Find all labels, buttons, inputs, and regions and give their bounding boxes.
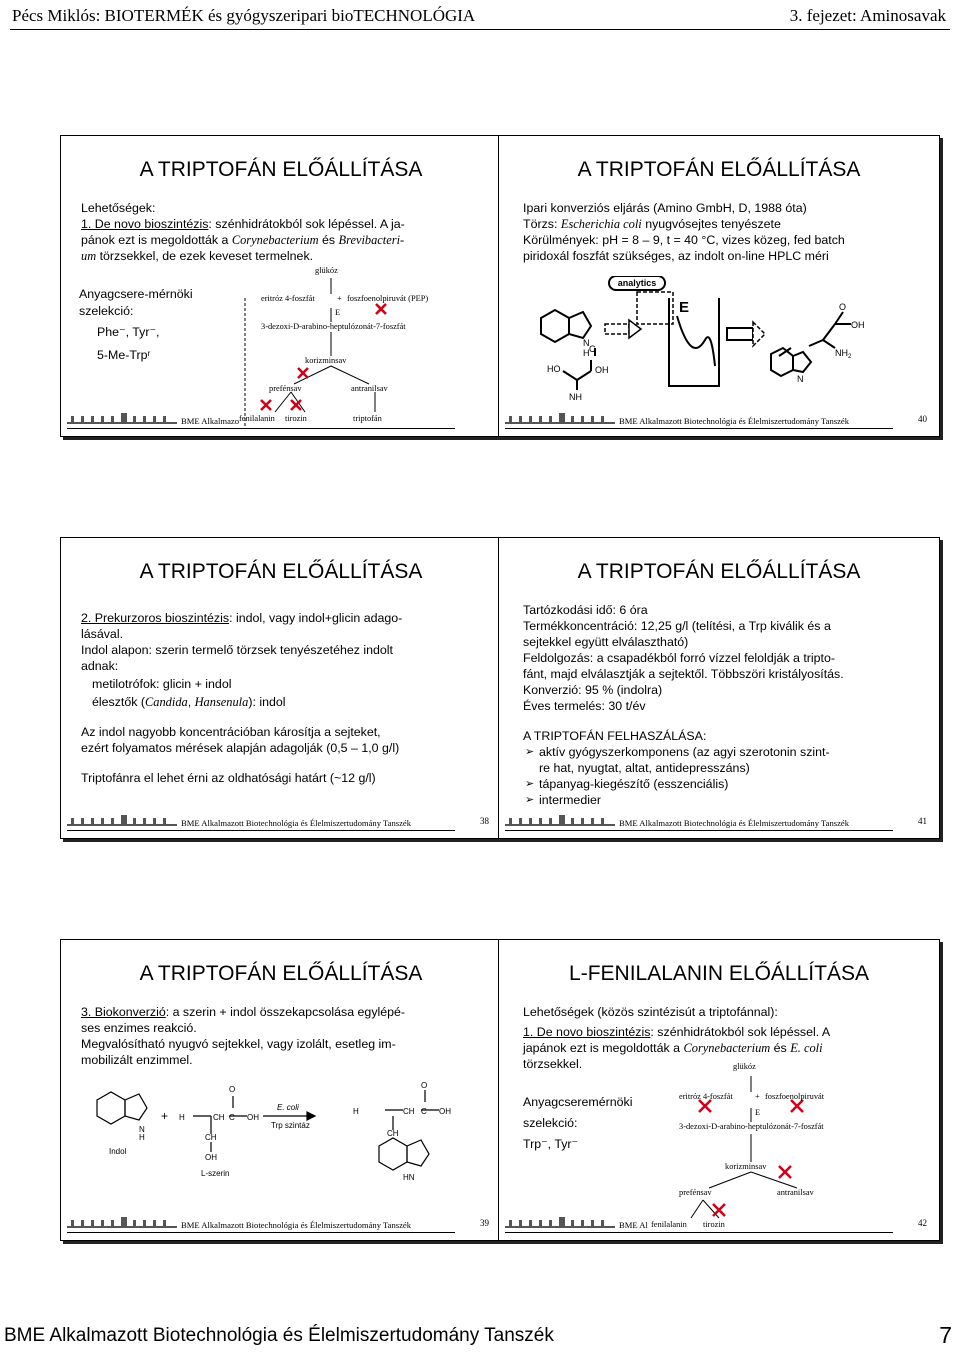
pathway-node: eritróz 4-foszfát <box>261 294 315 303</box>
slide-number: 42 <box>918 1218 927 1228</box>
selection-label <box>523 1094 633 1153</box>
text-span: élesztők ( <box>92 695 146 709</box>
pathway-node: fenilalanin <box>651 1220 687 1229</box>
section-heading: A TRIPTOFÁN FELHASZÁLÁSA: <box>523 729 707 743</box>
page-footer-text: BME Alkalmazott Biotechnológia és Élelmiszertudomány Tanszék <box>4 1325 554 1346</box>
text-line: Triptofánra el lehet érni az oldhatósági határt (~12 g/l) <box>81 771 376 785</box>
atom-label: C <box>229 1113 235 1122</box>
footer-rule <box>67 1232 455 1233</box>
pathway-diagram <box>651 1062 939 1238</box>
text-line: ezért folyamatos mérések alapján adagolják (0,5 – 1,0 g/l) <box>81 741 400 755</box>
text-line: Ipari konverziós eljárás (Amino GmbH, D, 1988 óta) <box>523 201 807 215</box>
atom-label: N <box>139 1125 145 1134</box>
enzyme-name: Trp szintáz <box>271 1121 310 1130</box>
pathway-node: antranilsav <box>777 1188 814 1197</box>
atom-label: CH <box>403 1107 415 1116</box>
pathway-node: korizminsav <box>305 356 347 365</box>
molecule-name: L-szerin <box>201 1169 230 1178</box>
slide-phenylalanine <box>498 939 940 1241</box>
text-line: Az indol nagyobb koncentrációban károsítja a sejteket, <box>81 725 381 739</box>
footer-rule <box>505 1232 893 1233</box>
pathway-arrows <box>659 1062 939 1238</box>
text-line: szelekció: <box>523 1116 578 1130</box>
text-line: szelekció: <box>79 304 134 318</box>
slide-title: A TRIPTOFÁN ELŐÁLLÍTÁSA <box>139 560 423 583</box>
atom-label: OH <box>851 320 865 330</box>
pathway-node: prefénsav <box>679 1188 712 1197</box>
slide-tryptophan-3 <box>60 537 502 839</box>
atom-label: OH <box>595 365 609 375</box>
text-span: re hat, nyugtat, altat, antidepresszáns) <box>539 761 750 775</box>
slide-title: A TRIPTOFÁN ELŐÁLLÍTÁSA <box>139 158 423 181</box>
text-line <box>81 232 485 248</box>
atom-label: CH <box>213 1113 225 1122</box>
list-item <box>523 744 923 776</box>
selection-label <box>79 286 193 364</box>
university-logo-icon <box>505 1216 615 1232</box>
atom-label: H <box>353 1107 359 1116</box>
underlined-term: 2. Prekurzoros bioszintézis <box>81 611 230 625</box>
pathway-node: 3-dezoxi-D-arabino-heptulózonát-7-foszfát <box>679 1122 824 1131</box>
slide-number: 39 <box>480 1218 489 1228</box>
slide-footer <box>61 410 501 436</box>
slide-body <box>81 610 485 786</box>
slide-body <box>81 1004 485 1068</box>
text-line <box>523 1040 923 1056</box>
text-line: Indol alapon: szerin termelő törzsek tenyészetéhez indolt <box>81 643 394 657</box>
text-line: Lehetőségek (közös szintézisút a triptofánnal): <box>523 1005 778 1019</box>
footer-text: BME Alkalmazott Biotechnológia és Élelmiszertudomány Tanszék <box>619 416 850 426</box>
slide-title: A TRIPTOFÁN ELŐÁLLÍTÁSA <box>577 158 861 181</box>
atom-label: OH <box>247 1113 259 1122</box>
atom-label: C <box>589 344 596 354</box>
text-span: nyugvósejtes tenyészete <box>641 217 781 231</box>
text-line: Lehetőségek: <box>81 201 156 215</box>
slide-body <box>523 602 923 808</box>
atom-label: H <box>139 1133 145 1142</box>
text-span: Törzs: <box>523 217 561 231</box>
slide-footer <box>499 410 939 436</box>
pathway-node: fenilalanin <box>239 414 275 423</box>
text-span: : a szerin + indol összekapcsolása egylépé- <box>165 1005 406 1019</box>
plus-sign: + <box>161 1109 169 1123</box>
organism-label: E. coli <box>277 1103 299 1112</box>
slide-body <box>81 200 485 264</box>
text-line: Termékkoncentráció: 12,25 g/l (telítési, a Trp kiválik és a <box>523 619 831 633</box>
pathway-node: eritróz 4-foszfát <box>679 1092 733 1101</box>
underlined-term: 1. De novo bioszintézis <box>523 1025 651 1039</box>
page-header-right: 3. fejezet: Aminosavak <box>789 6 946 25</box>
spacer <box>523 714 923 728</box>
pathway-node: prefénsav <box>269 384 302 393</box>
text-span: , <box>187 695 195 709</box>
atom-label: O <box>229 1085 236 1094</box>
text-line: Trp⁻, Tyr⁻ <box>523 1137 579 1151</box>
text-span: aktív gyógyszerkomponens (az agyi szerotonin szint- <box>539 745 830 759</box>
enzyme-label: E <box>755 1108 761 1117</box>
list-item: ➢ intermedier <box>523 792 923 808</box>
list-item: ➢ tápanyag-kiegészítő (esszenciális) <box>523 776 923 792</box>
usage-list <box>523 744 923 808</box>
underlined-term: 1. De novo bioszintézis <box>81 217 209 231</box>
species-name: Escherichia coli <box>560 217 642 231</box>
reaction-scheme <box>81 1080 481 1190</box>
pathway-node: triptofán <box>353 414 382 423</box>
atom-label: $NH_2$ <box>835 348 852 360</box>
header-rule <box>10 29 950 30</box>
university-logo-icon <box>67 814 177 830</box>
pathway-node: glükóz <box>315 266 338 275</box>
text-line: piridoxál foszfát szükséges, az indolt on-line HPLC méri <box>523 249 829 263</box>
slide-number: 41 <box>918 816 927 826</box>
atom-label: O <box>839 302 847 312</box>
page-number: 7 <box>939 1322 952 1348</box>
bioconversion-scheme <box>529 276 929 406</box>
text-line: Phe⁻, Tyr⁻, <box>97 325 160 339</box>
slide-number: 40 <box>918 414 927 424</box>
pathway-node: antranilsav <box>351 384 388 393</box>
university-logo-icon <box>67 412 177 428</box>
pathway-node: foszfoenolpiruvát (PEP) <box>347 294 429 303</box>
footer-rule <box>67 428 455 429</box>
footer-rule <box>505 428 893 429</box>
text-line: törzsekkel. <box>523 1057 583 1071</box>
pathway-node: korizminsav <box>725 1162 767 1171</box>
slide-footer <box>499 812 939 838</box>
atom-label: OH <box>205 1153 217 1162</box>
slide-footer <box>61 812 501 838</box>
footer-text: BME Alkalmazott Biotechnológia és Élelmiszertudomány Tanszék <box>181 1220 412 1230</box>
atom-label: H <box>179 1113 185 1122</box>
text-line <box>523 216 923 232</box>
spacer <box>81 710 485 724</box>
slide-body <box>523 200 923 264</box>
text-line: lásával. <box>81 627 124 641</box>
pathway-node: + <box>755 1092 760 1101</box>
footer-rule <box>67 830 455 831</box>
atom-label: OH <box>439 1107 451 1116</box>
species-name: Corynebacterium <box>231 233 319 247</box>
university-logo-icon <box>505 412 615 428</box>
footer-text: BME Alkalmazott Biotechnológia és Élelmiszertudomány Tanszék <box>619 818 850 828</box>
text-span: ): indol <box>248 695 286 709</box>
text-line: metilotrófok: glicin + indol <box>92 677 232 691</box>
molecule-name: Indol <box>109 1147 127 1156</box>
text-line <box>81 1004 485 1020</box>
text-span: törzsekkel, de ezek keveset termelnek. <box>96 249 314 263</box>
slide-tryptophan-5 <box>60 939 502 1241</box>
atom-label: NH <box>569 392 582 402</box>
text-span: és <box>770 1041 791 1055</box>
pathway-node: + <box>337 294 342 303</box>
text-line: sejtekkel együtt elválasztható) <box>523 635 689 649</box>
atom-label: N <box>797 374 804 384</box>
pathway-node: tirozin <box>285 414 307 423</box>
pathway-node: glükóz <box>733 1062 756 1071</box>
text-line: Éves termelés: 30 t/év <box>523 699 646 713</box>
species-name: E. coli <box>790 1041 823 1055</box>
species-name: um <box>81 249 97 263</box>
atom-label: O <box>421 1081 428 1090</box>
text-span: és <box>318 233 339 247</box>
slide-title: A TRIPTOFÁN ELŐÁLLÍTÁSA <box>577 560 861 583</box>
slide-footer <box>61 1214 501 1240</box>
text-line: Körülmények: pH = 8 – 9, t = 40 °C, vizes közeg, fed batch <box>523 233 845 247</box>
text-line: Konverzió: 95 % (indolra) <box>523 683 663 697</box>
text-line: mobilizált enzimmel. <box>81 1053 193 1067</box>
atom-label: CH <box>205 1133 217 1142</box>
species-name: Candida <box>145 695 188 709</box>
university-logo-icon <box>67 1216 177 1232</box>
text-line <box>523 1024 923 1040</box>
text-line: Megvalósítható nyugvó sejtekkel, vagy izolált, esetleg im- <box>81 1037 396 1051</box>
text-line: Tartózkodási idő: 6 óra <box>523 603 648 617</box>
slide-title: A TRIPTOFÁN ELŐÁLLÍTÁSA <box>139 962 423 985</box>
text-line: 5-Me-Trpʳ <box>97 348 151 362</box>
species-name: Corynebacterium <box>683 1041 771 1055</box>
enzyme-label: E <box>335 308 341 317</box>
text-span: : szénhidrátokból sok lépéssel. A ja- <box>208 217 405 231</box>
university-logo-icon <box>505 814 615 830</box>
pathway-node: tirozin <box>703 1220 725 1229</box>
text-line <box>81 216 485 232</box>
enzyme-label: E <box>679 299 690 316</box>
text-line: Anyagcsere-mérnöki <box>79 287 193 301</box>
atom-label: H <box>583 348 590 358</box>
slide-footer <box>499 1214 939 1240</box>
analytics-label: analytics <box>617 278 657 288</box>
atom-label: N <box>583 338 590 348</box>
text-line <box>81 248 485 264</box>
text-line: adnak: <box>81 659 119 673</box>
text-span: : szénhidrátokból sok lépéssel. A <box>650 1025 831 1039</box>
text-line <box>92 694 485 710</box>
atom-label: CH <box>387 1129 399 1138</box>
species-name: Brevibacteri- <box>338 233 405 247</box>
footer-text: BME Alkalmazo <box>181 416 239 426</box>
atom-label: C <box>421 1107 427 1116</box>
species-name: Hansenula <box>194 695 249 709</box>
atom-label: HO <box>547 364 561 374</box>
pathway-node: 3-dezoxi-D-arabino-heptulózonát-7-foszfát <box>261 322 406 331</box>
spacer <box>81 756 485 770</box>
footer-text: BME Al <box>619 1220 648 1230</box>
atom-label: HN <box>403 1173 415 1182</box>
text-line: Feldolgozás: a csapadékból forró vízzel feloldják a tripto- <box>523 651 835 665</box>
text-line: fánt, majd elválasztják a sejtektől. Többszöri kristályosítás. <box>523 667 844 681</box>
text-span: : indol, vagy indol+glicin adago- <box>229 611 403 625</box>
footer-rule <box>505 830 893 831</box>
text-line: Anyagcseremérnöki <box>523 1095 633 1109</box>
text-span: japánok ezt is megoldották a <box>523 1041 684 1055</box>
footer-text: BME Alkalmazott Biotechnológia és Élelmiszertudomány Tanszék <box>181 818 412 828</box>
pathway-node: foszfoenolpiruvát <box>765 1092 825 1101</box>
slide-title: L-FENILALANIN ELŐÁLLÍTÁSA <box>569 962 869 985</box>
underlined-term: 3. Biokonverzió <box>81 1005 166 1019</box>
page-header-left: Pécs Miklós: BIOTERMÉK és gyógyszeripari bioTECHNOLÓGIA <box>12 6 476 25</box>
slide-tryptophan-4 <box>498 537 940 839</box>
slide-tryptophan-1 <box>60 135 502 437</box>
text-line: ses enzimes reakció. <box>81 1021 197 1035</box>
text-span: pánok ezt is megoldották a <box>81 233 232 247</box>
slide-tryptophan-2 <box>498 135 940 437</box>
text-line <box>81 610 485 626</box>
slide-number: 38 <box>480 816 489 826</box>
